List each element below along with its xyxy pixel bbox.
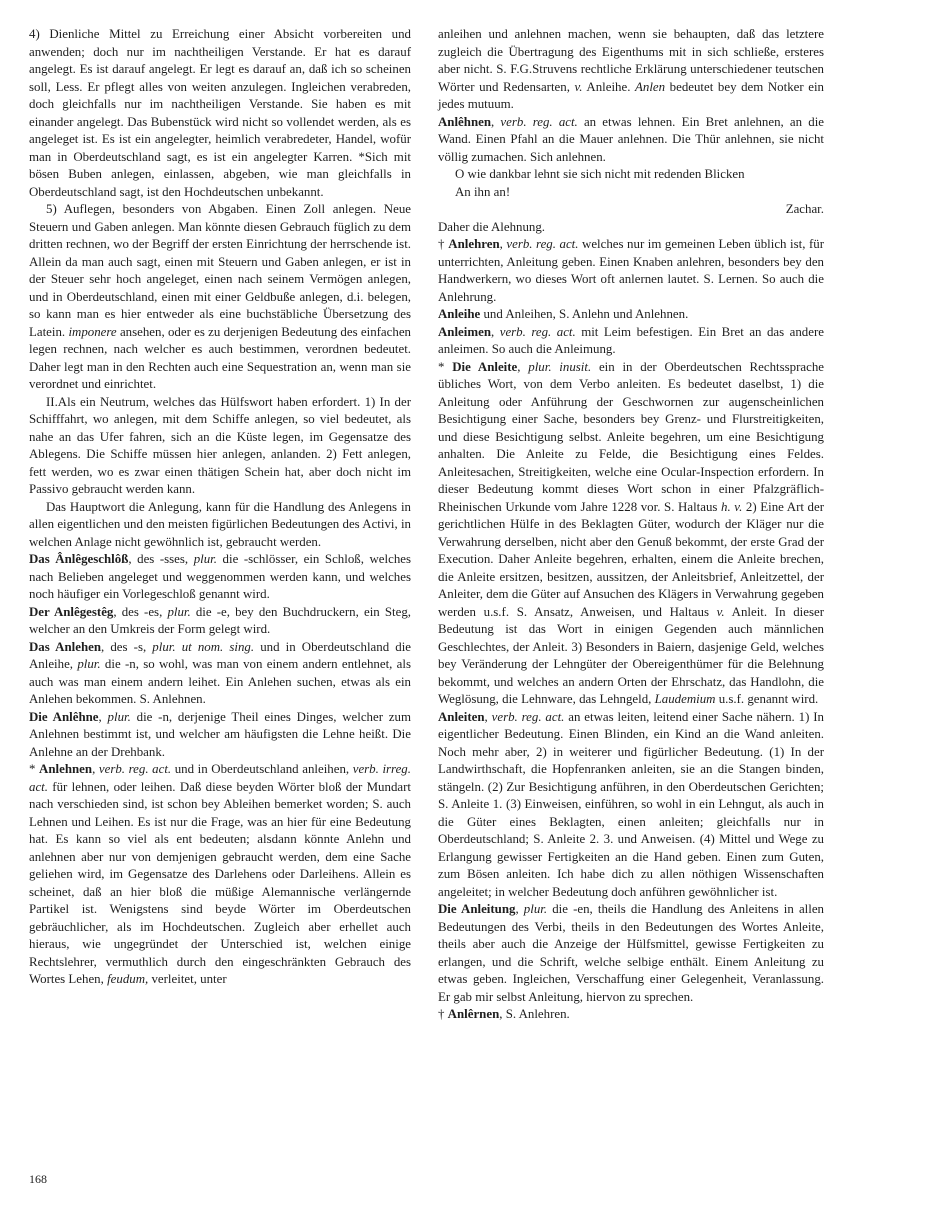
entry-text: , des -s, bbox=[101, 639, 153, 654]
grammar-note: plur. bbox=[193, 552, 217, 566]
entry-text: ansehen, oder es zu derjenigen Bedeutung des einfachen legen rechnen, nach welcher es auch bestimmen, verordnen bedeutet. Daher legt man in den Rechten auch eine Sequestration an, wenn man sie verordnet und einrichtet. bbox=[29, 324, 411, 391]
right-paragraph bbox=[438, 1006, 824, 1024]
entry-text: für lehnen, oder leihen. Daß diese beyden Wörter bloß der Mundart nach verschieden sind, ist schon bey Ableihen bemerket worden; S. auch Lehnen und Leihen. Es ist nur die Frage, was an hier für eine Bedeutung hat. Es kann so viel als ent bedeuten; alsdann könnte Anlehn und anlehnen aber nur von demjenigen gebraucht werden, dem eine Sache geliehen wird, im Gegensatze des Darlehens oder Darleihens. Allein es scheinet, daß an hier bloß die müßige Alemannische verlängernde Partikel ist. Wenigstens sind beyde Wörter im Oberdeutschen gebräuchlicher, als im Hochdeutschen. Zugleich aber erhellet auch hieraus, wie ungegründet der Unterschied ist, welchen einige Rechtslehrer, vermuthlich durch den eingeschränkten Gebrauch des Wortes Lehen, bbox=[29, 779, 411, 986]
entry-text: An ihn an! bbox=[455, 184, 511, 199]
grammar-note: verb. reg. act. bbox=[506, 237, 579, 251]
grammar-note: plur. ut nom. sing. bbox=[152, 639, 255, 654]
entry-text: die -e, bey den Buchdruckern, ein Steg, welcher an den Umkreis der Form gelegt wird. bbox=[29, 604, 411, 636]
right-paragraph bbox=[438, 324, 824, 359]
grammar-note: plur. bbox=[107, 709, 131, 724]
entry-headword: Anlehren bbox=[448, 237, 500, 251]
right-paragraph bbox=[438, 236, 824, 306]
right-paragraph bbox=[438, 219, 824, 237]
entry-text: , des -es, bbox=[113, 604, 168, 619]
entry-text: , bbox=[499, 237, 507, 251]
grammar-note: plur. bbox=[523, 902, 548, 916]
verse-line bbox=[438, 184, 824, 202]
left-paragraph bbox=[29, 26, 411, 201]
entry-headword: Anleimen bbox=[438, 324, 491, 339]
right-paragraph bbox=[438, 114, 824, 167]
entry-headword: Anleihe bbox=[438, 307, 481, 321]
grammar-note: Laudemium bbox=[654, 692, 716, 706]
grammar-note: h. v. bbox=[721, 499, 743, 514]
grammar-note: verb. reg. act. bbox=[491, 709, 565, 724]
entry-text: Das Hauptwort die Anlegung, kann für die Handlung des Anlegens in allen eigentlichen und den meisten figürlichen Bedeutungen des Activi, in welchen Anlage nicht gewöhnlich ist, gebraucht werden. bbox=[29, 499, 411, 549]
grammar-note: feudum, bbox=[107, 972, 149, 986]
entry-headword: Das Ânlêgeschlôß bbox=[29, 552, 129, 566]
entry-text: * bbox=[438, 359, 453, 374]
entry-text: 5) Auflegen, besonders von Abgaben. Einen Zoll anlegen. Neue Steuern und Gaben anlegen. Man könnte diesen Gebrauch füglich zu dem dritten rechnen, wo der Begriff der ersten Einrichtung der herrschende ist. Allein da man auch sagt, einen mit Steuern und Gaben anlegen, er ist in der Steuer sehr hoch angeleget, einen nach seinem Vermögen anlegen, und in Oberdeutschland, einen mit einer Geldbuße anlegen, d.i. belegen, so kann man es hier entweder als eine buchstäbliche Übersetzung des Latein. bbox=[29, 202, 411, 339]
entry-text: anleihen und anlehnen machen, wenn sie behaupten, daß das letztere zugleich die Übertragung des Eigenthums mit in sich schließe, ersteres aber nicht. S. F.G.Struvens rechtliche Erklärung unterschiedener teutschen Wörter und Redensarten, bbox=[438, 27, 824, 94]
entry-text: , bbox=[515, 902, 524, 916]
grammar-note: verb. reg. act. bbox=[500, 114, 578, 129]
entry-text: Daher die Alehnung. bbox=[438, 219, 546, 234]
entry-text: ein in der Oberdeutschen Rechtssprache übliches Wort, von dem Verbo anleiten. Es bedeutet daselbst, 1) die Anleitung oder Anführung der Geschwornen zur augenscheinlichen Besichtigung einer Sache, besonders bey Grenz- und Flurstreitigkeiten, und diese Besichtigung selbst. Anleite begehren, um eine Besichtigung anhalten. Die Anleite zu Felde, die Besichtigung eines Feldes. Anleitesachen, Streitigkeiten, welche eine Ocular-Inspection erfordern. In dieser Bedeutung kommt dieses Wort schon in einer Pfalzgräflich-Rheinischen Urkunde vom Jahre 1228 vor. S. Haltaus bbox=[438, 359, 825, 514]
entry-text: , bbox=[98, 709, 108, 724]
grammar-note: v. bbox=[716, 604, 725, 619]
grammar-note: verb. reg. act. bbox=[499, 324, 576, 339]
entry-text: die -en, theils die Handlung des Anleitens in allen Bedeutungen des Verbi, theils in den Bedeutungen des Wortes Anleite, theils aber auch die Anzeige der Hülfsmittel, gewisse Fertigkeiten zu erlangen, und die Schrift, welche selbige enthält. Einem Anleitung zu etwas geben. Ingleichen, Verschaffung einer Gelegenheit, Veranlassung. Er gab mir selbst Anleitung, hiervon zu sprechen. bbox=[438, 902, 824, 1004]
entry-text: , bbox=[92, 762, 99, 776]
entry-headword: Anleiten bbox=[438, 709, 485, 724]
entry-text: die -n, so wohl, was man von einem andern entlehnet, als auch was man einem andern leihet. Ein Anlehen suchen, etwas als ein Anlehen bekommen. S. Anlehnen. bbox=[29, 657, 411, 706]
entry-text: * bbox=[29, 762, 40, 776]
entry-text: , bbox=[491, 324, 500, 339]
entry-text: u.s.f. genannt wird. bbox=[715, 692, 819, 706]
entry-headword: Das Anlehen bbox=[29, 639, 102, 654]
grammar-note: plur. inusit. bbox=[528, 359, 592, 374]
entry-text: , bbox=[517, 359, 529, 374]
entry-headword: Die Anleite bbox=[452, 359, 518, 374]
grammar-note: plur. bbox=[167, 604, 191, 619]
grammar-note: v. bbox=[574, 79, 583, 94]
entry-text: 2) Eine Art der gerichtlichen Hülfe in des Beklagten Güter, wodurch der Kläger nur die Verwahrung derselben, nicht aber den Genuß bekommt, der erste Grad der Execution. Daher Anleite begehren, erhalten, einem die Anleite brechen, die Anleite ersitzen, besitzen, aussitzen, der Anleitsbrief, Anleitzettel, der Anleiter, dem die Güter auf Ansuchen des Klägers in Verwahrung gegeben werden u.s.f. S. Ansatz, Anweisen, und Haltaus bbox=[438, 499, 825, 619]
entry-text: mit Leim befestigen. Ein Bret an das andere anleimen. So auch die Anleimung. bbox=[438, 324, 824, 356]
entry-text: und Anleihen, S. Anlehn und Anlehnen. bbox=[480, 307, 689, 321]
entry-text: 4) Dienliche Mittel zu Erreichung einer Absicht vorbereiten und anwenden; doch nur im nachtheiligen Verstande. Er hat es darauf angelegt. Es ist darauf angelegt. Er legt es darauf an, daß ich so scheinen soll, Less. Er pflegt alles von weiten anzulegen. Ingleichen verabreden, doch gleichfalls nur im nachtheiligen Verstande. Sie haben es mit einander angelegt. Das Bubenstück wird nicht so vollendet werden, als es angeleget ist. Es ist ein angelegter, heimlich verabredeter, Handel, wofür man in Oberdeutschland sagt, es ist ein angelegter Karren. *Sich mit bösen Buben anlegen, einlassen, abgeben, wie man gleichfalls in Oberdeutschland sagt, ist den Hochdeutschen unbekannt. bbox=[29, 27, 411, 199]
grammar-note: plur. bbox=[77, 657, 101, 671]
right-paragraph bbox=[438, 359, 824, 709]
left-paragraph bbox=[29, 761, 411, 989]
left-paragraph bbox=[29, 639, 411, 709]
right-column bbox=[438, 26, 824, 1024]
page-number: 168 bbox=[29, 1172, 47, 1186]
entry-text: an etwas leiten, leitend einer Sache nähern. 1) In eigentlicher Bedeutung. Einen Blinden, ein Kind an die Wand anleiten. Noch mehr aber, 2) in weiterer und figürlicher Bedeutung. (1) In der Landwirthschaft, die Hopfenranken anleiten, sie an die Stangen binden, stängeln. (2) Zur Besichtigung anführen, in den Oberdeutschen Gerichten; S. Anleite 1. (3) Einweisen, einführen, so wohl in ein Lehngut, als auch in die Güter eines Beklagten, einen anleiten; gleichfalls nur in Oberdeutschland; S. Anleite 2. 3. und Anweisen. (4) Mittel und Wege zu Erlangung gewisser Fertigkeiten an die Hand geben. Einen zum Guten, zum Bösen anleiten. Ich habe dich zu allen nöthigen Wissenschaften angeleitet; in welcher Bedeutung doch anführen gewöhnlicher ist. bbox=[438, 709, 824, 899]
entry-text: , bbox=[484, 709, 492, 724]
entry-text: , des -sses, bbox=[128, 552, 194, 566]
left-paragraph bbox=[29, 551, 411, 604]
entry-text: bedeutet bey dem Notker ein jedes mutuum. bbox=[438, 79, 824, 111]
right-paragraph bbox=[438, 901, 824, 1006]
left-column bbox=[29, 26, 411, 989]
entry-text: die -n, derjenige Theil eines Dinges, welcher zum Anlehnen bestimmt ist, und welcher am häufigsten die Lehne heißt. Die Anlehne an der Drehbank. bbox=[29, 709, 411, 759]
entry-text: verleitet, unter bbox=[148, 972, 227, 986]
right-paragraph bbox=[438, 709, 824, 902]
entry-text: Anleit. In dieser Bedeutung ist das Wort in einigen Gegenden auch männlichen Geschlechtes, der Anleit. 3) Besonders in Baiern, dasjenige Geld, welches bey Veränderung der Lehngüter der Obereigenthümer für die Belehnung bekommt, und welches an andern Orten der Ehrschatz, das Handlohn, die Weglösung, die Lehnware, das Lehngeld, bbox=[438, 604, 824, 706]
entry-text: und in Oberdeutschland anleihen, bbox=[171, 762, 353, 776]
entry-text: an etwas lehnen. Ein Bret anlehnen, an die Wand. Einen Pfahl an die Mauer anlehnen. Die Thür anlehnen, sie nicht völlig zumachen. Sich anlehnen. bbox=[438, 114, 825, 164]
verse-line bbox=[438, 166, 824, 184]
left-paragraph bbox=[29, 394, 411, 499]
entry-headword: Der Anlêgestêg bbox=[29, 604, 114, 619]
grammar-note: verb. reg. act. bbox=[98, 762, 172, 776]
entry-text: II.Als ein Neutrum, welches das Hülfswort haben erfordert. 1) In der Schifffahrt, wo anlegen, mit dem Schiffe anlegen, so viel bedeutet, als nahe an das Ufer fahren, sich an die Küste legen, im Gegensatze des Ablegens. Die Schiffe müssen hier anlegen, anlanden. 2) Fett anlegen, fett werden, wo es zwar einen thätigen Schein hat, aber doch nicht im Passivo gebraucht werden kann. bbox=[29, 394, 411, 496]
right-paragraph bbox=[438, 306, 824, 324]
entry-headword: Anlêhnen bbox=[438, 114, 492, 129]
entry-text: welches nur im gemeinen Leben üblich ist, für unterrichten, Anleitung geben. Einen Knaben anlehren, besonders bey den Handwerkern, wo dieses Wort oft anlernen lautet. S. Lernen. So auch die Anlehrung. bbox=[438, 237, 824, 304]
entry-text: O wie dankbar lehnt sie sich nicht mit redenden Blicken bbox=[455, 167, 745, 181]
right-paragraph bbox=[438, 26, 824, 114]
left-paragraph bbox=[29, 604, 411, 639]
grammar-note: Anlen bbox=[635, 79, 666, 94]
left-paragraph bbox=[29, 499, 411, 552]
entry-text: , bbox=[491, 114, 501, 129]
entry-text: die -schlösser, ein Schloß, welches nach Belieben angeleget und weggenommen werden kann, und welches noch häufiger ein Vorlegeschloß genannt wird. bbox=[29, 552, 412, 601]
entry-text: † bbox=[438, 1007, 448, 1021]
entry-text: Zachar. bbox=[785, 202, 824, 216]
entry-text: , S. Anlehren. bbox=[499, 1007, 570, 1021]
grammar-note: verb. irreg. act. bbox=[29, 762, 411, 794]
grammar-note: imponere bbox=[68, 324, 117, 339]
entry-text: † bbox=[438, 237, 449, 251]
left-paragraph bbox=[29, 709, 411, 762]
left-paragraph bbox=[29, 201, 411, 394]
entry-headword: Die Anleitung bbox=[438, 902, 516, 916]
entry-headword: Anlêrnen bbox=[447, 1007, 500, 1021]
entry-headword: Anlehnen bbox=[39, 762, 93, 776]
entry-text: und in Oberdeutschland die Anleihe, bbox=[29, 639, 411, 671]
quote-source bbox=[438, 201, 824, 219]
entry-text: Anleihe. bbox=[582, 79, 635, 94]
entry-headword: Die Anlêhne bbox=[29, 709, 99, 724]
